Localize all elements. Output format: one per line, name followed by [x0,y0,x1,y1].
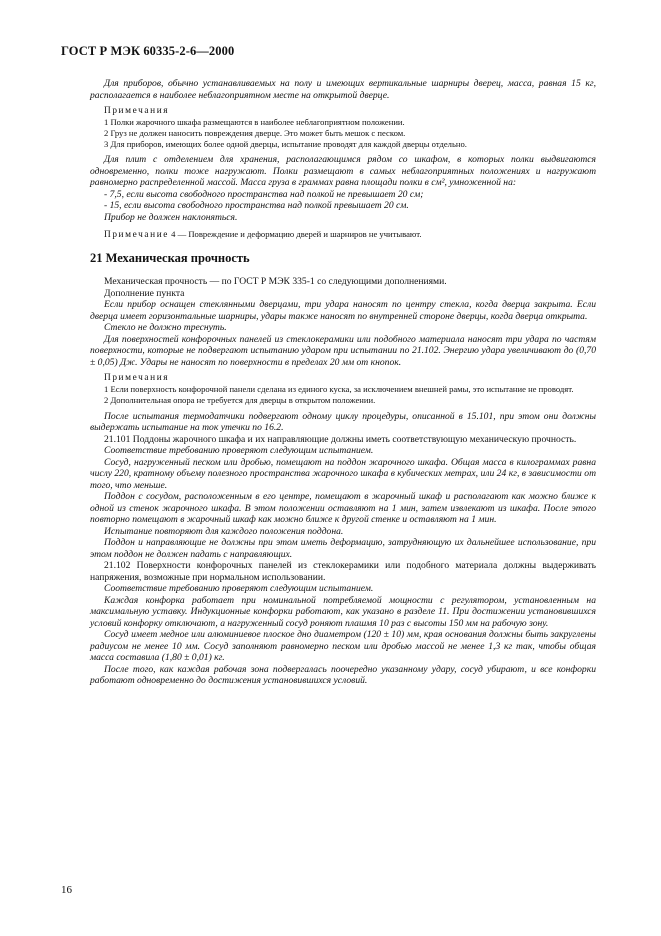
paragraph: После испытания термодатчики подвергают одному циклу процедуры, описанной в 15.101, при этом они должны выдержать испытание на ток утечки по 16.2. [90,410,596,434]
document-header: ГОСТ Р МЭК 60335-2-6—2000 [61,44,235,58]
paragraph: Поддон и направляющие не должны при этом иметь деформацию, затрудняющую их дальнейшее использование, при этом поддон не должен падать с направляющих. [90,537,596,560]
note-item: 2 Груз не должен наносить повреждения дверце. Это может быть мешок с песком. [104,127,406,138]
list-item: - 15, если высота свободного пространства над полкой превышает 20 см. [104,200,409,212]
paragraph: Стекло не должно треснуть. [104,322,227,334]
note-item: 1 Полки жарочного шкафа размещаются в наиболее неблагоприятном положении. [104,117,405,127]
note-item: 3 Для приборов, имеющих более одной дверцы, испытание проводят для каждой дверцы отдельно. [104,138,467,149]
paragraph: Испытание повторяют для каждого положения поддона. [104,525,344,537]
paragraph: Для поверхностей конфорочных панелей из стеклокерамики или подобного материала наносят три удара по частям поверхности, которые не подвергают испытанию ударом при испытании по 21.102. Энергию удара увеличивают до (0,70 ± 0,05) Дж. Удары не наносят по поверхности в пределах 20 мм от кнопок. [90,333,596,368]
paragraph: Соответствие требованию проверяют следующим испытанием. [104,445,374,457]
paragraph: Соответствие требованию проверяют следующим испытанием. [104,583,374,595]
note-item [90,229,596,241]
paragraph: Дополнение пункта [104,287,185,299]
paragraph: Для приборов, обычно устанавливаемых на полу и имеющих вертикальные шарниры дверец, масса, равная 15 кг, располагается в наиболее неблагоприятном месте на открытой дверце. [90,78,596,101]
notes-title: Примечания [104,373,170,384]
paragraph: 21.101 Поддоны жарочного шкафа и их направляющие должны иметь соответствующую механическую прочность. [104,433,577,445]
paragraph: 21.102 Поверхности конфорочных панелей из стеклокерамики или подобного материала должны выдерживать напряжения, возможные при нормальном использовании. [90,560,596,583]
note-label: Примечание [104,230,169,241]
list-item: - 7,5, если высота свободного пространства над полкой не превышает 20 см; [104,188,424,200]
paragraph: Если прибор оснащен стеклянными дверцами, три удара наносят по центру стекла, когда дверца закрыта. Если дверца имеет горизонтальные шарниры, удары также наносят по внутренней стороне дверцы, когда дверца открыта. [90,299,596,322]
page-number: 16 [61,884,72,896]
paragraph: После того, как каждая рабочая зона подвергалась поочередно указанному удару, сосуд убирают, и все конфорки работают одновременно до достижения установившихся условий. [90,663,596,687]
paragraph: Поддон с сосудом, расположенным в его центре, помещают в жарочный шкаф и располагают как можно ближе к одной из стенок жарочного шкафа. В этом положении оставляют на 1 мин, затем извлекают из шкафа. После этого повторно помещают в жарочный шкаф как можно ближе к другой стенке и оставляют на 1 мин. [90,491,596,526]
paragraph: Для плит с отделением для хранения, располагающимся рядом со шкафом, в которых полки выдвигаются одновременно, полки тоже нагружают. Полки размещают в самых неблагоприятных положениях и нагружают равномерно распределенной массой. Масса груза в граммах равна площади полки в см², умноженной на: [90,154,596,189]
paragraph: Прибор не должен наклоняться. [104,211,238,223]
paragraph: Сосуд, нагруженный песком или дробью, помещают на поддон жарочного шкафа. Общая масса в килограммах равна числу 220, кратному объему полезного пространства жарочного шкафа в кубических метрах, или 24 кг, в зависимости от того, что меньше. [90,456,596,491]
page-body [90,78,596,687]
paragraph: Сосуд имеет медное или алюминиевое плоское дно диаметром (120 ± 10) мм, края основания должны быть закруглены радиусом не менее 10 мм. Сосуд заполняют равномерно песком или дробью массой не менее 1,3 кг так, чтобы общая масса составила (1,80 ± 0,01) кг. [90,629,596,664]
note-item: 1 Если поверхность конфорочной панели сделана из единого куска, за исключением внешней рамы, это испытание не проводят. [104,384,574,395]
note-item: 2 Дополнительная опора не требуется для дверцы в открытом положении. [104,394,376,405]
section-heading: 21 Механическая прочность [90,251,250,266]
paragraph: Каждая конфорка работает при номинальной потребляемой мощности с регулятором, установленным на максимальную уставку. Индукционные конфорки работают, как указано в разделе 11. При достижении установившихся условий конфорку отключают, а нагруженный сосуд роняют плашмя 10 раз с высоты 150 мм на рабочую зону. [90,594,596,629]
paragraph: Механическая прочность — по ГОСТ Р МЭК 335-1 со следующими дополнениями. [104,276,447,288]
notes-title: Примечания [104,106,170,116]
note-text: 4 — Повреждение и деформацию дверей и шарниров не учитывают. [171,229,422,240]
